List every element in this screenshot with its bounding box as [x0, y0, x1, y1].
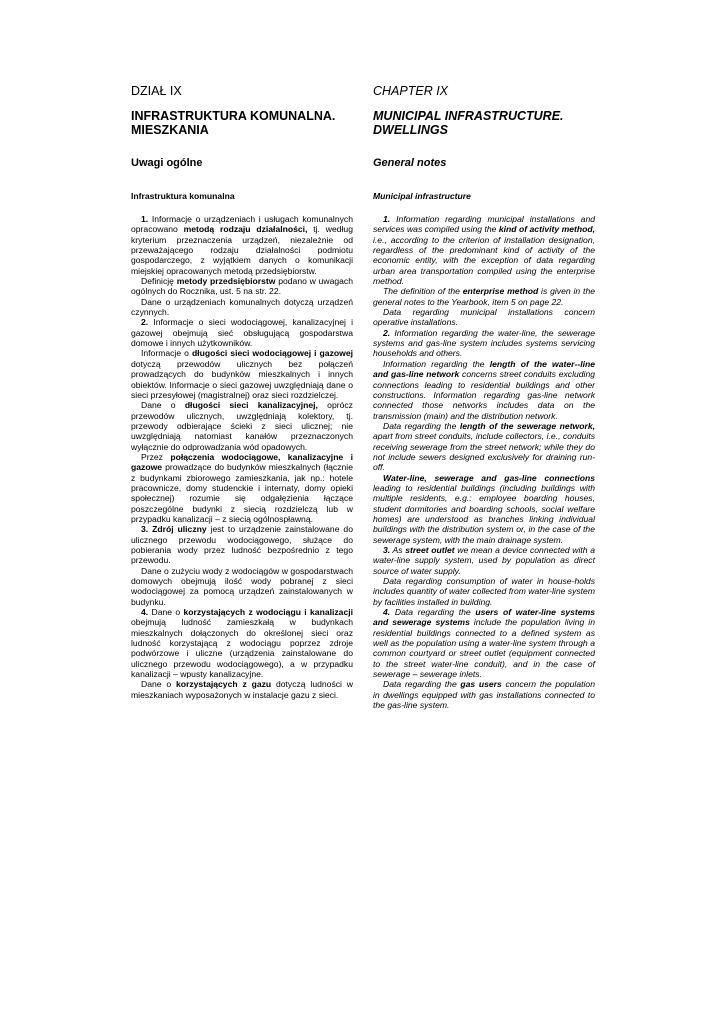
text-run: tj. według kryterium przeznaczenia urządzeń, niezależnie od przeważającego rodzaju działalności podmiotu gospodarczego, z wyjątkiem danych o komunikacji miejskiej opracowanych metodą przedsiębiorstw. [131, 224, 353, 276]
emphasis-text: 4. [383, 607, 391, 618]
text-run: i.e., according to the criterion of installation designation, regardless of the predominant kind of activity of the economic entity, with the exception of data regarding urban area transportation compiled using the enterprise method. [373, 234, 595, 287]
emphasis-text: korzystających z wodociągu i kanalizacji [183, 607, 353, 618]
emphasis-text: 1. [383, 214, 391, 224]
emphasis-text: 3. Zdrój uliczny [141, 524, 207, 535]
text-run: Dane o urządzeniach komunalnych dotyczą urządzeń czynnych. [131, 296, 353, 318]
chapter-title-line-2: DWELLINGS [373, 123, 448, 137]
text-run: Dane o zużyciu wody z wodociągów w gospodarstwach domowych obejmują ilość wody pobranej z sieci wodociągowej za pomocą urządzeń zainstalowanych w budynku. [131, 565, 353, 607]
text-run: The definition of the [383, 286, 463, 297]
emphasis-text: street outlet [405, 545, 455, 555]
text-run: prowadzące do budynków mieszkalnych (łącznie z budynkami zbiorowego zamieszkania, jak np.: hotele pracownicze, domy studenckie i internaty, domy opieki społecznej) rozumie się odgałęzienia łączące poszczególne budynki z siecią rozdzielczą lub w przypadku kanalizacji – z siecią ogólnospławną. [131, 462, 353, 524]
emphasis-text: 3. [383, 545, 391, 555]
emphasis-text: length of the water--line and gas-line network [373, 358, 595, 380]
chapter-title-line-2: MIESZKANIA [131, 123, 209, 137]
text-run: Information regarding the water-line, the sewerage systems and gas-line system includes systems servicing households and others. [373, 327, 595, 359]
paragraph [373, 473, 595, 545]
paragraph [373, 286, 595, 307]
general-notes-heading: General notes [373, 157, 447, 169]
text-run: As [390, 545, 406, 555]
emphasis-text: users of water-line systems and sewerage systems [373, 607, 595, 628]
text-run: Informacje o urządzeniach i usługach komunalnych opracowano [131, 214, 353, 235]
paragraph [131, 452, 353, 524]
emphasis-text: 1. [141, 214, 152, 224]
section-subheading: Municipal infrastructure [373, 191, 471, 201]
emphasis-text: metodą rodzaju działalności, [183, 224, 308, 235]
text-run: Dane o [148, 607, 184, 618]
chapter-label: DZIAŁ IX [131, 84, 182, 98]
text-run: Information regarding the [383, 358, 490, 369]
text-run: oprócz przewodów ulicznych, uwzględniają kolektory, tj. przewody odbierające ścieki z sieci ulicznej; nie uwzględniają natomiast kanałów przeznaczonych wyłącznie do odprowadzania wód opadowych. [131, 400, 353, 452]
notes-body [131, 214, 353, 700]
emphasis-text: długości sieci wodociągowej i gazowej [191, 348, 353, 359]
text-run: apart from street conduits, include collectors, i.e., conduits receiving sewerage from the street network; while they do not include sewers designed exclusively for draining run-off. [373, 431, 595, 473]
paragraph [373, 576, 595, 607]
chapter-title-line-1: MUNICIPAL INFRASTRUCTURE. [373, 109, 564, 123]
chapter-title-line-1: INFRASTRUKTURA KOMUNALNA. [131, 109, 336, 123]
emphasis-text: połączenia wodociągowe, kanalizacyjne i gazowe [131, 451, 353, 473]
text-run: dotyczą ludności w mieszkaniach wyposażonych w instalacje gazu z sieci. [131, 679, 353, 700]
text-run: Data regarding the [390, 607, 476, 618]
paragraph [373, 307, 595, 328]
text-run: Dane o [141, 679, 176, 690]
general-notes-heading: Uwagi ogólne [131, 157, 203, 169]
paragraph [131, 400, 353, 452]
paragraph [131, 276, 353, 297]
chapter-title [373, 109, 595, 137]
emphasis-text: kind of activity method, [498, 224, 595, 235]
paragraph [131, 566, 353, 607]
text-run: Data regarding municipal installations concern operative installations. [373, 307, 595, 328]
text-run: Definicję [141, 276, 177, 287]
paragraph [131, 317, 353, 348]
emphasis-text: metody przedsiębiorstw [176, 276, 276, 287]
paragraph [373, 421, 595, 473]
text-run: Informacje o [141, 348, 192, 359]
paragraph [131, 679, 353, 700]
paragraph [373, 328, 595, 359]
paragraph [131, 524, 353, 565]
emphasis-text: 2. [383, 327, 391, 338]
text-run: concerns street conduits excluding connections leading to residential buildings and other constructions. Information regarding gas-line network connected those networks includes data on the transmission (main) and the distribution network. [373, 369, 596, 421]
emphasis-text: Water-line, sewerage and gas-line connections [383, 472, 595, 483]
text-run: Dane o [141, 400, 185, 411]
english-column [373, 84, 595, 711]
text-run: obejmują ludność zamieszkałą w budynkach mieszkalnych dołączonych do określonej sieci oraz ludność korzystającą z wodociągu poprzez zdroje podwórzowe i uliczne (urządzenia zainstalowane do ulicznego przewodu wodociągowego), a w przypadku kanalizacji – wpusty kanalizacyjne. [131, 617, 353, 680]
emphasis-text: length of the sewerage network, [459, 420, 595, 431]
text-run: jest to urządzenie zainstalowane do ulicznego przewodu wodociągowego, służące do pobierania wody przez ludność bezpośrednio z tego przewodu. [131, 524, 353, 566]
text-run: Data regarding the [383, 679, 461, 690]
section-subheading: Infrastruktura komunalna [131, 191, 235, 201]
text-run: podano w uwagach ogólnych do Rocznika, ust. 5 na str. 22. [131, 276, 353, 297]
emphasis-text: długości sieci kanalizacyjnej, [184, 400, 318, 411]
notes-body [373, 214, 595, 711]
emphasis-text: 4. [141, 607, 149, 618]
paragraph [131, 297, 353, 318]
emphasis-text: 2. [141, 317, 154, 328]
text-run: include the population living in residential buildings connected to a defined system as well as the population using a water-line system through a common courtyard or street outlet (equipment connected to the street water-line conduit), and in the case of sewerage – sewerage inlets. [373, 617, 595, 680]
polish-column [131, 84, 353, 700]
emphasis-text: korzystających z gazu [175, 679, 272, 690]
emphasis-text: gas users [460, 679, 502, 690]
paragraph [131, 214, 353, 276]
text-run: concern the population in dwellings equipped with gas installations connected to the gas-line system. [373, 679, 595, 711]
text-run: Data regarding the [383, 420, 460, 431]
paragraph [131, 348, 353, 400]
text-run: Przez [141, 451, 171, 462]
paragraph [373, 679, 595, 710]
text-run: Informacje o sieci wodociągowej, kanalizacyjnej i gazowej obejmują sieć obsługującą gospodarstwa domowe i innych użytkowników. [131, 317, 353, 349]
paragraph [131, 607, 353, 679]
emphasis-text: enterprise method [462, 286, 539, 297]
text-run: dotyczą przewodów ulicznych bez połączeń prowadzących do budynków mieszkalnych i innych obiektów. Informacje o sieci gazowej uwzględniają dane o sieci przesyłowej (magistralnej) oraz sieci rozdzielczej. [131, 358, 353, 400]
text-run: Data regarding consumption of water in house-holds includes quantity of water collected from water-line system by facilities installed in building. [373, 576, 595, 607]
paragraph [373, 545, 595, 576]
text-run: Information regarding municipal installations and services was compiled using the [373, 214, 595, 235]
text-run: leading to residential buildings (including buildings with multiple residents, e.g.: employee boarding houses, student dormitories and boarding schools, social welfare homes) are understood as branches linking individual buildings with the distribution system or, in the case of the sewerage system, with the main drainage system. [373, 482, 595, 545]
paragraph [373, 359, 595, 421]
paragraph [373, 607, 595, 679]
text-run: is given in the general notes to the Yearbook, item 5 on page 22. [373, 286, 596, 307]
text-run: we mean a device connected with a water-line supply system, used by population as direct source of water supply. [373, 545, 595, 576]
paragraph [373, 214, 595, 286]
chapter-label: CHAPTER IX [373, 84, 449, 98]
chapter-title [131, 109, 353, 137]
